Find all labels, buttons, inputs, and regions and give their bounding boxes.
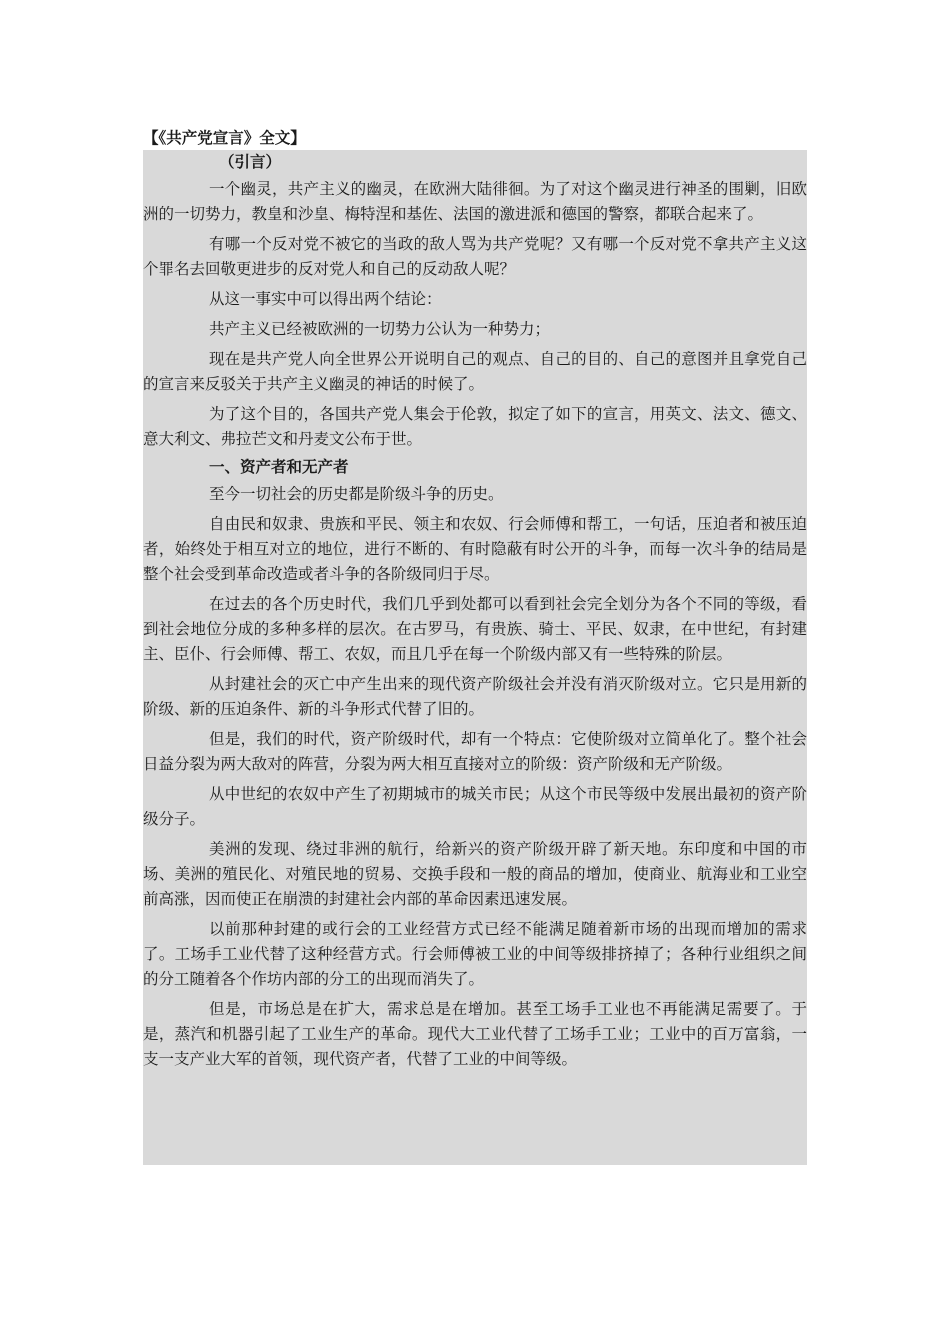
paragraph: 以前那种封建的或行会的工业经营方式已经不能满足随着新市场的出现而增加的需求了。工场手工业代替了这种经营方式。行会师傅被工业的中间等级排挤掉了；各种行业组织之间的分工随着各个作坊内部的分工的出现而消失了。 [143, 920, 807, 988]
paragraph: 为了这个目的，各国共产党人集会于伦敦，拟定了如下的宣言，用英文、法文、德文、意大利文、弗拉芒文和丹麦文公布于世。 [143, 405, 807, 448]
paragraph: 但是，我们的时代，资产阶级时代，却有一个特点：它使阶级对立简单化了。整个社会日益分裂为两大敌对的阵营，分裂为两大相互直接对立的阶级：资产阶级和无产阶级。 [143, 730, 807, 773]
document-title: 【《共产党宣言》全文】 [143, 129, 306, 147]
paragraph: 但是，市场总是在扩大，需求总是在增加。甚至工场手工业也不再能满足需要了。于是，蒸汽和机器引起了工业生产的革命。现代大工业代替了工场手工业；工业中的百万富翁，一支一支产业大军的首领，现代资产者，代替了工业的中间等级。 [143, 1000, 807, 1068]
paragraph: 在过去的各个历史时代，我们几乎到处都可以看到社会完全划分为各个不同的等级，看到社会地位分成的多种多样的层次。在古罗马，有贵族、骑士、平民、奴隶，在中世纪，有封建主、臣仆、行会师傅、帮工、农奴，而且几乎在每一个阶级内部又有一些特殊的阶层。 [143, 595, 807, 663]
intro-heading: （引言） [219, 153, 282, 171]
paragraph: 共产主义已经被欧洲的一切势力公认为一种势力； [209, 320, 551, 338]
text-body [143, 150, 807, 1165]
paragraph: 现在是共产党人向全世界公开说明自己的观点、自己的目的、自己的意图并且拿党自己的宣言来反驳关于共产主义幽灵的神话的时候了。 [143, 350, 807, 393]
paragraph: 从中世纪的农奴中产生了初期城市的城关市民；从这个市民等级中发展出最初的资产阶级分子。 [143, 785, 807, 828]
paragraph: 有哪一个反对党不被它的当政的敌人骂为共产党呢？又有哪一个反对党不拿共产主义这个罪名去回敬更进步的反对党人和自己的反动敌人呢？ [143, 235, 807, 278]
paragraph: 美洲的发现、绕过非洲的航行，给新兴的资产阶级开辟了新天地。东印度和中国的市场、美洲的殖民化、对殖民地的贸易、交换手段和一般的商品的增加，使商业、航海业和工业空前高涨，因而使正在崩溃的封建社会内部的革命因素迅速发展。 [143, 840, 807, 908]
section-heading: 一、资产者和无产者 [209, 458, 349, 476]
paragraph: 至今一切社会的历史都是阶级斗争的历史。 [209, 485, 504, 503]
paragraph: 自由民和奴隶、贵族和平民、领主和农奴、行会师傅和帮工，一句话，压迫者和被压迫者，始终处于相互对立的地位，进行不断的、有时隐蔽有时公开的斗争，而每一次斗争的结局是整个社会受到革命改造或者斗争的各阶级同归于尽。 [143, 515, 807, 583]
paragraph: 从这一事实中可以得出两个结论： [209, 290, 442, 308]
paragraph: 一个幽灵，共产主义的幽灵，在欧洲大陆徘徊。为了对这个幽灵进行神圣的围剿，旧欧洲的一切势力，教皇和沙皇、梅特涅和基佐、法国的激进派和德国的警察，都联合起来了。 [143, 180, 807, 223]
paragraph: 从封建社会的灭亡中产生出来的现代资产阶级社会并没有消灭阶级对立。它只是用新的阶级、新的压迫条件、新的斗争形式代替了旧的。 [143, 675, 807, 718]
